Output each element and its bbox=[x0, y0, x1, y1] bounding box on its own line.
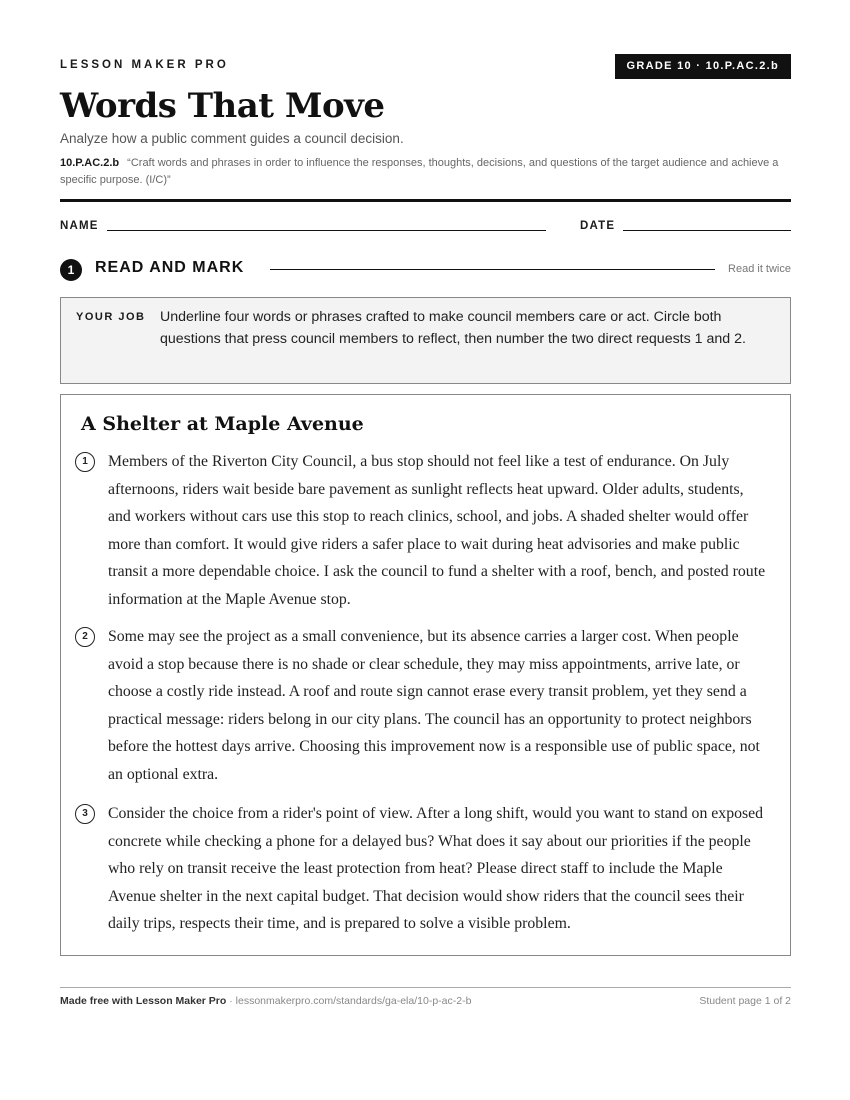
passage-box bbox=[60, 394, 791, 956]
paragraph-1: Members of the Riverton City Council, a bus stop should not feel like a test of endurance. On July afternoons, riders wait beside bare pavement as sunlight reflects heat upward. Older adults, students, and workers without cars use this stop to reach clinics, school, and jobs. A shaded shelter would offer more than comfort. It would give riders a safer place to wait during heat advisories and make public transit a more dependable choice. I ask the council to fund a shelter with a roof, bench, and posted route information at the Maple Avenue stop. bbox=[108, 453, 766, 608]
footer-url[interactable]: · lessonmakerpro.com/standards/ga-ela/10-p-ac-2-b bbox=[226, 995, 472, 1007]
footer-credit bbox=[60, 995, 471, 1007]
job-text: Underline four words or phrases crafted to make council members care or act. Circle both questions that press council members to reflect, then number the two direct requests 1 and 2. bbox=[160, 309, 746, 347]
job-label: YOUR JOB bbox=[76, 311, 146, 323]
standard-code: 10.P.AC.2.b bbox=[60, 157, 120, 169]
date-field[interactable] bbox=[623, 230, 791, 231]
grade-badge: GRADE 10 · 10.P.AC.2.b bbox=[615, 54, 792, 79]
section-title: READ AND MARK bbox=[95, 259, 245, 276]
paragraph-number-3: 3 bbox=[75, 804, 95, 824]
passage-title: A Shelter at Maple Avenue bbox=[81, 413, 364, 435]
page-title: Words That Move bbox=[60, 86, 385, 126]
name-label: NAME bbox=[60, 220, 99, 232]
section-divider bbox=[270, 269, 715, 270]
brand-name: LESSON MAKER PRO bbox=[60, 59, 229, 71]
paragraph-number-1: 1 bbox=[75, 452, 95, 472]
page-indicator: Student page 1 of 2 bbox=[699, 995, 791, 1007]
name-field[interactable] bbox=[107, 230, 546, 231]
footer-divider bbox=[60, 987, 791, 988]
header-divider bbox=[60, 199, 791, 202]
date-label: DATE bbox=[580, 220, 616, 232]
paragraph-2: Some may see the project as a small convenience, but its absence carries a larger cost. When people avoid a stop because there is no shade or clear schedule, they may miss appointments, arrive late, or choose a costly ride instead. A roof and route sign cannot erase every transit problem, yet they send a practical message: riders belong in our city plans. The council has an opportunity to protect neighbors before the hottest days arrive. Choosing this improvement now is a responsible use of public space, not an optional extra. bbox=[108, 628, 760, 783]
standard-text: “Craft words and phrases in order to influence the responses, thoughts, decisions, and questions of the target audience and achieve a specific purpose. (I/C)” bbox=[60, 157, 779, 186]
standard-description bbox=[60, 155, 791, 188]
job-instructions-box bbox=[60, 297, 791, 384]
section-note: Read it twice bbox=[728, 263, 791, 275]
section-number-badge: 1 bbox=[60, 259, 82, 281]
paragraph-3: Consider the choice from a rider's point of view. After a long shift, would you want to stand on exposed concrete while checking a phone for a delayed bus? What does it say about our priorities if the people who rely on transit receive the least protection from heat? Please direct staff to include the Maple Avenue shelter in the next capital budget. That decision would show riders that the council sees their daily trips, respects their time, and is prepared to solve a visible problem. bbox=[108, 805, 764, 933]
page-subtitle: Analyze how a public comment guides a council decision. bbox=[60, 131, 404, 146]
paragraph-number-2: 2 bbox=[75, 627, 95, 647]
footer-made-with: Made free with Lesson Maker Pro bbox=[60, 995, 227, 1007]
